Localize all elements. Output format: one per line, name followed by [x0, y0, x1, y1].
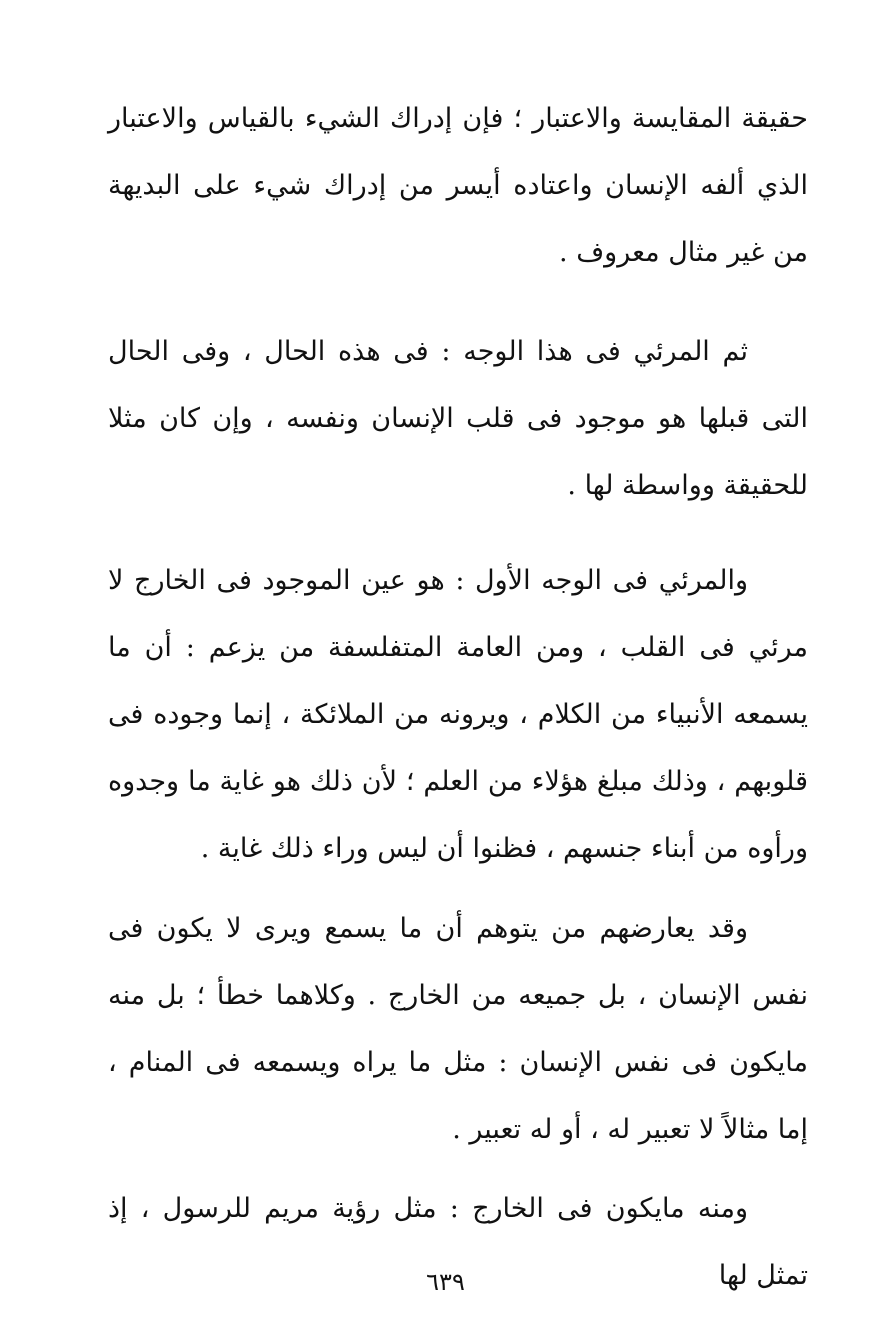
- paragraph-2: ثم المرئي فى هذا الوجه : فى هذه الحال ، وفى الحال التى قبلها هو موجود فى قلب الإنسان ونفسه ، وإن كان مثلا للحقيقة وواسطة لها .: [108, 336, 808, 501]
- paragraph-4: وقد يعارضهم من يتوهم أن ما يسمع ويرى لا يكون فى نفس الإنسان ، بل جميعه من الخارج . وكلاهما خطأ ؛ بل منه مايكون فى نفس الإنسان : مثل ما يراه ويسمعه فى المنام ، إما مثالاً لا تعبير له ، أو له تعبير .: [108, 913, 808, 1145]
- paragraph-5: ومنه مايكون فى الخارج : مثل رؤية مريم للرسول ، إذ تمثل لها: [108, 1193, 808, 1291]
- paragraph-3: والمرئي فى الوجه الأول : هو عين الموجود فى الخارج لا مرئي فى القلب ، ومن العامة المتفلسفة من يزعم : أن ما يسمعه الأنبياء من الكلام ، ويرونه من الملائكة ، إنما وجوده فى قلوبهم ، وذلك مبلغ هؤلاء من العلم ؛ لأن ذلك هو غاية ما وجدوه ورأوه من أبناء جنسهم ، فظنوا أن ليس وراء ذلك غاية .: [108, 565, 808, 864]
- paragraph-1: حقيقة المقايسة والاعتبار ؛ فإن إدراك الشيء بالقياس والاعتبار الذي ألفه الإنسان واعتاده أيسر من إدراك شيء على البديهة من غير مثال معروف .: [108, 103, 808, 268]
- page-number: ٦٣٩: [426, 1268, 465, 1296]
